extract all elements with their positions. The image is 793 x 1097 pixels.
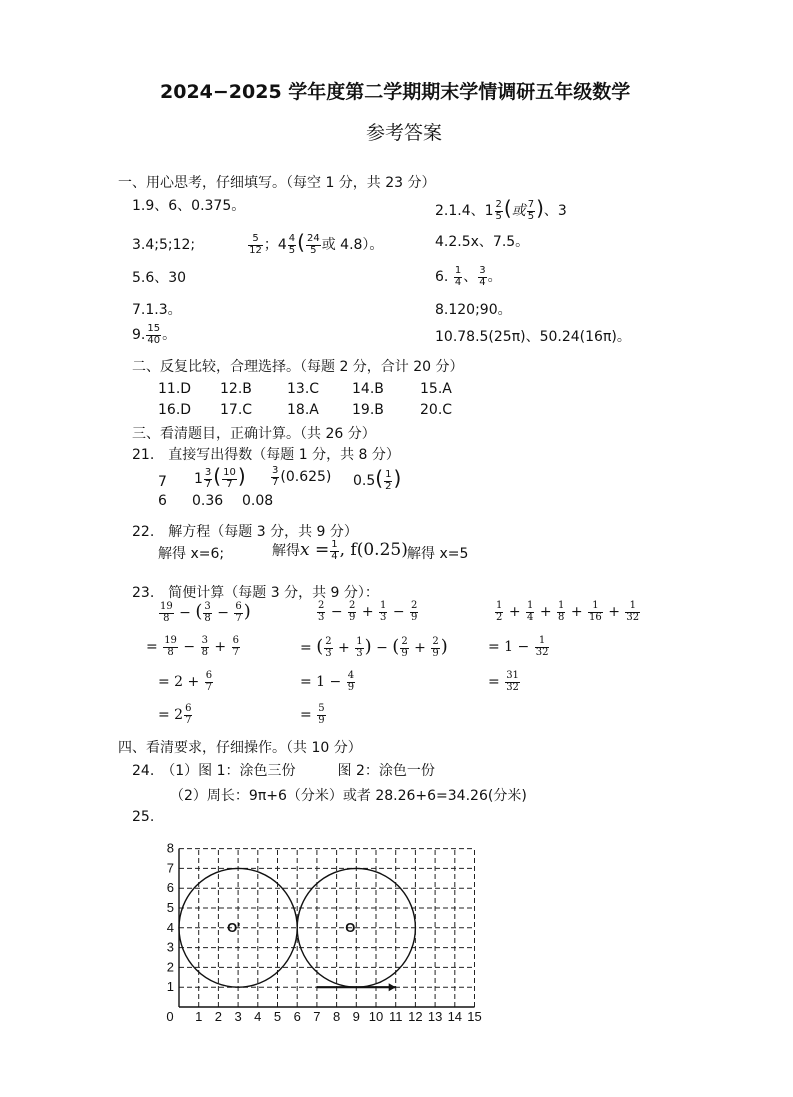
x-tick-label: 11 [388,1009,403,1024]
q23-col2-line1: $\frac{2}{3}$ − $\frac{2}{9}$ + $\frac{1}{3}$ − $\frac{2}{9}$ [318,600,418,623]
q23-col1-line3: = 2 + $\frac{6}{7}$ [158,670,213,693]
mc-answer: 18.A [287,402,319,418]
q2-fraction: $\frac{2}{5}$ [495,199,502,222]
x-tick-label: 15 [467,1009,482,1024]
circle-center-label: O' [227,919,241,935]
q23-col1-line4: = 2 $\frac{6}{7}$ [158,703,192,726]
q22-c: 解得 x=5 [407,546,469,562]
answer-q9 [132,324,176,346]
arrowhead [389,983,396,991]
q6-prefix: 6. [435,269,449,285]
q6-fraction-a: $\frac{1}{4}$ [454,265,462,288]
x-tick-label: 2 [214,1009,223,1024]
q3-fraction: $\frac{5}{12}$ [249,233,262,256]
q6-tail: 。 [487,269,502,285]
answer-q3: 3.4;5;12; $\frac{5}{12}$ ；4 $\frac{4}{5}$ ( $\frac{24}{5}$ 或 4.8）。 [132,230,384,256]
q23-col2-line4: = $\frac{5}{9}$ [300,703,325,726]
y-tick-label: 4 [166,919,174,935]
q3-paren-fraction: $\frac{24}{5}$ [306,233,320,256]
q21-b: 1 $\frac{3}{7}$ ( $\frac{10}{7}$ ) [194,464,246,490]
answer-q10: 10.78.5(25π)、50.24(16π)。 [435,329,631,345]
y-tick-label: 6 [166,880,174,896]
answer-q7: 7.1.3。 [132,302,182,318]
answer-q1: 1.9、6、0.375。 [132,198,246,214]
q6-sep: 、 [463,269,478,285]
coordinate-grid-figure [160,835,490,1030]
q22-b: 解得x = $\frac{1}{4}$ , f(0.25) [272,539,408,562]
q23-col2-line3: = 1 − $\frac{4}{9}$ [300,670,355,693]
q3-sep: ； [263,237,278,253]
q22-a: 解得 x=6; [158,546,225,562]
q2-paren-fraction: $\frac{7}{5}$ [527,199,535,222]
answer-q8: 8.120;90。 [435,302,512,318]
x-tick-label: 8 [332,1009,341,1024]
mc-answer: 17.C [220,402,253,418]
circle-center-label: O [345,919,356,935]
y-tick-label: 3 [166,939,174,955]
y-tick-label: 8 [166,840,174,856]
q23-col2-line2: = ( $\frac{2}{3}$ + $\frac{1}{3}$ ) − ( $\frac{2}{9}$ + $\frac{2}{9}$ ) [300,636,448,659]
mc-answer: 20.C [420,402,453,418]
q9-fraction: $\frac{15}{40}$ [147,323,161,346]
mc-answer: 13.C [287,381,320,397]
x-tick-label: 7 [313,1009,321,1024]
mc-answer: 15.A [420,381,452,397]
mc-answer: 11.D [158,381,192,397]
x-tick-label: 10 [368,1009,384,1024]
y-tick-label: 2 [166,959,174,975]
page-subtitle: 参考答案 [366,122,443,144]
x-tick-label: 5 [273,1009,282,1024]
answer-q5: 5.6、30 [132,270,187,286]
q23-col3-line2: = 1 − $\frac{1}{32}$ [488,635,549,658]
q9-tail: 。 [162,327,177,343]
q2-or: 或 [511,203,526,219]
x-tick-label: 1 [195,1009,203,1024]
q23-col3-line1: $\frac{1}{2}$ + $\frac{1}{4}$ + $\frac{1}{8}$ + $\frac{1}{16}$ + $\frac{1}{32}$ [496,600,640,623]
answer-q2: 2.1.4、1 $\frac{2}{5}$ (或 $\frac{7}{5}$ )、3 [435,196,567,222]
x-tick-label: 13 [427,1009,443,1024]
q2-tail: 、3 [543,203,567,219]
q21-c: $\frac{3}{7}$ (0.625) [272,465,332,488]
q21-a: 7 [158,474,167,490]
q21-d: 0.5( $\frac{1}{2}$ ) [353,466,402,492]
q23-col1-line2: = $\frac{19}{8}$ − $\frac{3}{8}$ + $\frac{6}{7}$ [146,635,239,658]
q21-e: 6 [158,493,167,509]
section3-heading: 三、看清题目，正确计算。（共 26 分） [132,426,376,442]
y-tick-label: 5 [166,900,174,915]
q3-mixed-fraction: $\frac{4}{5}$ [288,233,296,256]
q2-text: 2.1.4、 [435,203,485,219]
x-tick-label: 14 [447,1009,463,1024]
q23-col1-line1: $\frac{19}{8}$ − ( $\frac{3}{8}$ − $\frac{6}{7}$ ) [160,601,251,624]
x-tick-label: 4 [254,1009,262,1024]
mc-answer: 12.B [220,381,252,397]
q21-g: 0.08 [242,493,274,509]
q24-line1: 24. （1）图 1：涂色三份 图 2：涂色一份 [132,763,435,779]
mc-answer: 16.D [158,402,192,418]
y-tick-label: 7 [166,860,174,876]
q24-line2: （2）周长：9π+6（分米）或者 28.26+6=34.26(分米) [170,788,527,804]
answer-q4: 4.2.5x、7.5。 [435,234,530,250]
q25-label: 25. [132,809,155,825]
page-title: 2024−2025 学年度第二学期期末学情调研五年级数学 [160,81,631,103]
q6-fraction-b: $\frac{3}{4}$ [479,265,486,288]
x-tick-label: 6 [293,1009,301,1024]
q3-prefix: 3.4;5;12; [132,237,196,253]
mc-answer: 14.B [352,381,384,397]
q23-heading: 23. 简便计算（每题 3 分，共 9 分）： [132,585,379,601]
x-tick-label: 9 [352,1009,360,1024]
section2-heading: 二、反复比较，合理选择。（每题 2 分，合计 20 分） [132,359,464,375]
q9-prefix: 9. [132,327,146,343]
mc-answer: 19.B [352,402,384,418]
q21-heading: 21. 直接写出得数（每题 1 分，共 8 分） [132,447,400,463]
q2-whole: 1 [484,203,494,219]
x-tick-label: 0 [166,1009,174,1024]
q21-f: 0.36 [192,493,224,509]
x-tick-label: 3 [234,1009,242,1024]
answer-q6 [435,266,502,288]
q3-whole: 4 [277,237,287,253]
q22-heading: 22. 解方程（每题 3 分，共 9 分） [132,524,358,540]
q23-col3-line3: = $\frac{31}{32}$ [488,670,519,693]
q3-tail: 或 4.8）。 [321,237,384,253]
section1-heading: 一、用心思考，仔细填写。（每空 1 分，共 23 分） [118,175,436,191]
y-tick-label: 1 [166,979,174,995]
x-tick-label: 12 [408,1009,423,1024]
section4-heading: 四、看清要求，仔细操作。（共 10 分） [118,740,362,756]
